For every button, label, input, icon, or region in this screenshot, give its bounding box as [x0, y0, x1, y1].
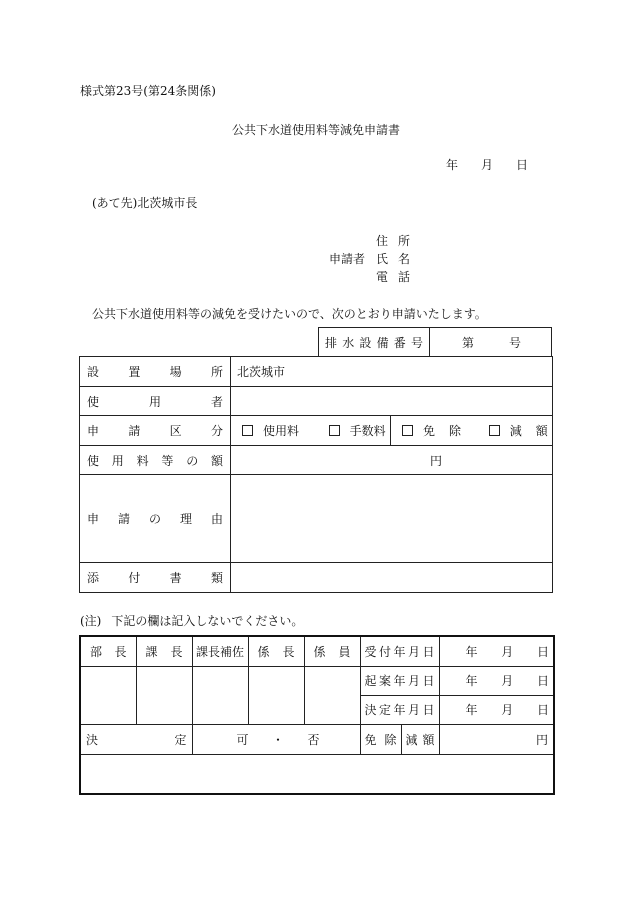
checkbox-reduction[interactable] [489, 424, 548, 438]
applicant-label: 申請者 [329, 252, 366, 266]
char: 年 [393, 703, 406, 717]
amount-row [80, 446, 553, 475]
char: の [186, 453, 199, 468]
note-prefix: (注) [80, 614, 102, 628]
char: 設 [87, 365, 100, 379]
char: 年 [465, 674, 478, 688]
char: 者 [210, 394, 223, 409]
dai-label: 第 [462, 335, 475, 350]
office-row-4 [80, 724, 554, 754]
char: 月 [408, 703, 421, 717]
stamp-deputy-head[interactable] [192, 666, 248, 724]
char: 付 [128, 571, 141, 585]
char: 区 [169, 424, 182, 438]
char: 年 [393, 644, 406, 659]
usage-fee-label: 使用料 [263, 424, 300, 438]
draft-date-value[interactable] [439, 666, 554, 695]
char: 員 [338, 644, 351, 659]
char: 号 [410, 335, 423, 350]
char: 年 [465, 644, 478, 659]
char: 免 [423, 424, 436, 438]
char: 定 [379, 703, 392, 717]
attachments-value-cell[interactable] [231, 563, 553, 593]
char: 額 [422, 732, 435, 747]
char: 額 [535, 424, 548, 438]
amount-label-cell [80, 446, 231, 475]
addressee: (あて先)北茨城市長 [92, 196, 198, 210]
drain-number-table [318, 327, 552, 357]
checkbox-icon [402, 425, 413, 436]
reason-value-cell[interactable] [231, 475, 553, 563]
char: 月 [408, 644, 421, 659]
char: 年 [393, 674, 406, 688]
char: 除 [384, 732, 397, 747]
char: 所 [397, 234, 410, 248]
note-text: 下記の欄は記入しないでください。 [111, 614, 304, 628]
char: 書 [169, 571, 182, 585]
char: 付 [379, 644, 392, 659]
char: 長 [282, 644, 295, 659]
applicant-phone-label [376, 268, 410, 285]
category-label-cell [80, 416, 231, 446]
char: 日 [536, 703, 549, 717]
location-row [80, 357, 553, 387]
decision-label [80, 724, 192, 754]
char: 類 [210, 571, 223, 585]
user-value-cell[interactable] [231, 387, 553, 416]
location-label-cell [80, 357, 231, 387]
approve-option: 可 [236, 732, 249, 747]
char: 排 [325, 335, 338, 350]
yen-unit: 円 [430, 453, 443, 468]
role-department-head [80, 636, 136, 666]
decision-date-label [360, 695, 439, 724]
char: 使 [87, 453, 100, 468]
char: 課長補佐 [195, 644, 244, 659]
char: 日 [536, 674, 549, 688]
char: 課 [145, 644, 158, 659]
date-month-label: 月 [480, 158, 493, 172]
char: 話 [397, 270, 410, 284]
reason-label-cell [80, 475, 231, 563]
stamp-staff[interactable] [304, 666, 360, 724]
drain-number-value-cell[interactable] [430, 328, 552, 357]
applicant-address-label [376, 232, 410, 249]
char: 氏 [376, 252, 389, 266]
remarks-cell[interactable] [80, 754, 554, 794]
char: 起 [364, 674, 377, 688]
char: 日 [536, 644, 549, 659]
char: 額 [210, 453, 223, 468]
user-row [80, 387, 553, 416]
char: 定 [174, 732, 187, 747]
form-number: 様式第23号(第24条関係) [80, 84, 216, 98]
date-day-label: 日 [515, 158, 528, 172]
char: 減 [405, 732, 418, 747]
user-label-cell [80, 387, 231, 416]
char: 月 [408, 674, 421, 688]
char: 請 [128, 424, 141, 438]
char: 水 [342, 335, 355, 350]
note [80, 612, 303, 629]
stamp-department-head[interactable] [80, 666, 136, 724]
decision-options[interactable] [192, 724, 360, 754]
char: 請 [117, 512, 130, 526]
char: 理 [179, 512, 192, 526]
checkbox-icon [489, 425, 500, 436]
amount-value-cell[interactable] [231, 446, 553, 475]
attachments-label-cell [80, 563, 231, 593]
char: 申 [87, 512, 100, 526]
char: 決 [86, 732, 99, 747]
checkbox-handling-fee[interactable] [329, 424, 386, 438]
checkbox-icon [242, 425, 253, 436]
char: 用 [111, 453, 124, 468]
char: 日 [422, 703, 435, 717]
applicant-name-label [376, 250, 410, 267]
char: 受 [364, 644, 377, 659]
received-date-value[interactable] [439, 636, 554, 666]
char: 番 [393, 335, 406, 350]
char: 所 [210, 365, 223, 379]
char: 申 [87, 424, 100, 438]
attachments-row [80, 563, 553, 593]
exemption-label [360, 724, 401, 754]
statement: 公共下水道使用料等の減免を受けたいので、次のとおり申請いたします。 [92, 307, 487, 321]
char: 名 [397, 252, 410, 266]
checkbox-usage-fee[interactable] [242, 424, 299, 438]
handling-fee-label: 手数料 [349, 424, 386, 438]
reason-row [80, 475, 553, 563]
char: 免 [364, 732, 377, 747]
char: 置 [128, 365, 141, 379]
char: 等 [161, 453, 174, 468]
checkbox-exemption[interactable] [402, 424, 461, 438]
char: 使 [87, 394, 100, 409]
draft-date-label [360, 666, 439, 695]
stamp-chief[interactable] [248, 666, 304, 724]
role-section-head [136, 636, 192, 666]
role-staff [304, 636, 360, 666]
char: 決 [364, 703, 377, 717]
char: 月 [501, 644, 514, 659]
char: 減 [509, 424, 522, 438]
date-year-label: 年 [446, 158, 459, 172]
go-label: 号 [508, 335, 521, 350]
location-value-cell[interactable] [231, 357, 553, 387]
yen-unit: 円 [536, 732, 549, 747]
char: 月 [501, 674, 514, 688]
stamp-section-head[interactable] [136, 666, 192, 724]
category-type-cell [231, 416, 391, 446]
char: 除 [449, 424, 462, 438]
office-row-2 [80, 666, 554, 695]
char: 料 [136, 453, 149, 468]
char: 備 [376, 335, 389, 350]
char: 由 [210, 512, 223, 526]
office-row-1 [80, 636, 554, 666]
decision-date-value[interactable] [439, 695, 554, 724]
char: 日 [422, 674, 435, 688]
char: 用 [148, 394, 161, 409]
char: 住 [376, 234, 389, 248]
role-chief [248, 636, 304, 666]
char: 長 [114, 644, 127, 659]
date-line [446, 156, 528, 173]
char: 場 [169, 365, 182, 379]
drain-number-label-cell [319, 328, 430, 357]
received-date-label [360, 636, 439, 666]
char: 月 [501, 703, 514, 717]
separator-dot: ・ [271, 732, 284, 747]
char: 長 [170, 644, 183, 659]
char: 係 [257, 644, 270, 659]
reduction-label [401, 724, 439, 754]
application-table [79, 356, 553, 593]
category-method-cell [391, 416, 553, 446]
char: 添 [87, 571, 100, 585]
reduction-amount-value[interactable] [439, 724, 554, 754]
char: の [148, 512, 161, 526]
char: 年 [465, 703, 478, 717]
role-deputy-head [192, 636, 248, 666]
char: 日 [422, 644, 435, 659]
char: 係 [313, 644, 326, 659]
office-use-table [79, 635, 555, 795]
char: 分 [210, 424, 223, 438]
location-value: 北茨城市 [237, 365, 286, 379]
char: 部 [90, 644, 103, 659]
char: 案 [379, 674, 392, 688]
reject-option: 否 [307, 732, 320, 747]
char: 電 [376, 270, 389, 284]
checkbox-icon [329, 425, 340, 436]
char: 設 [359, 335, 372, 350]
category-row [80, 416, 553, 446]
page-title: 公共下水道使用料等減免申請書 [232, 123, 401, 137]
office-row-5 [80, 754, 554, 794]
